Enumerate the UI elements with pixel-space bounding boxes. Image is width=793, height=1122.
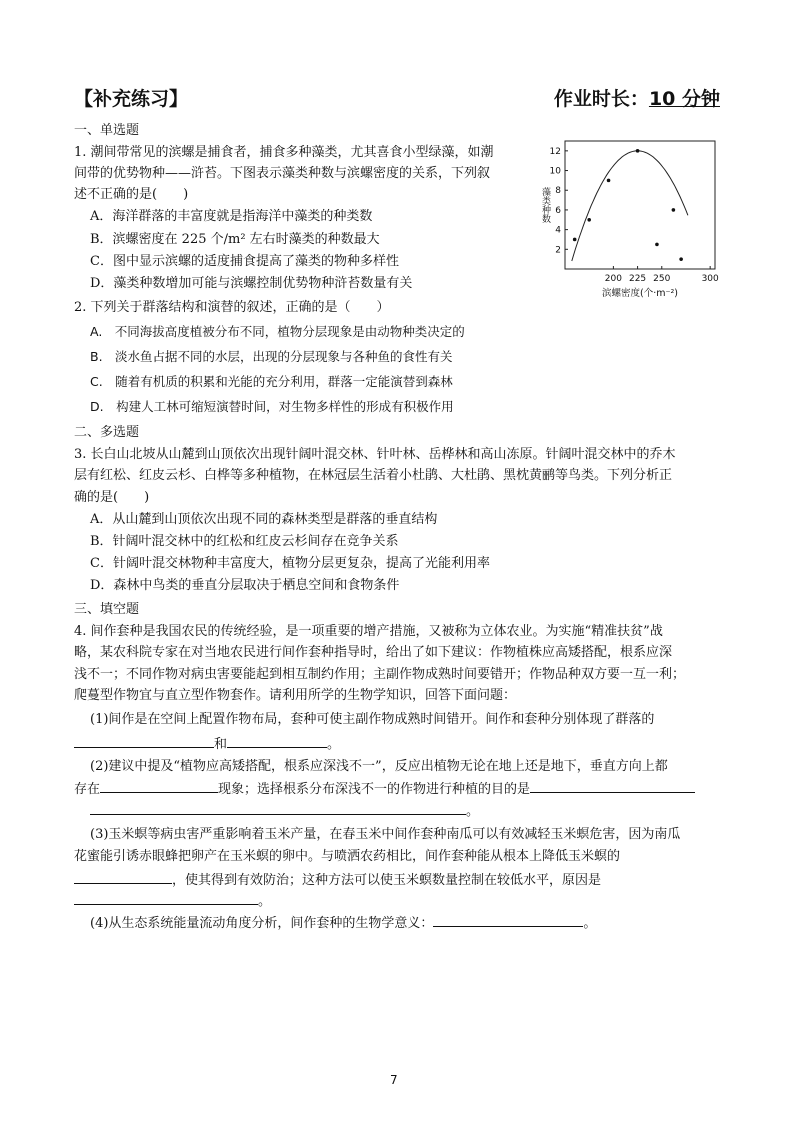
data-point [573,238,577,242]
q3-option-d: D．森林中鸟类的垂直分层取决于栖息空间和食物条件 [90,578,400,593]
answer-blank-8[interactable] [433,912,583,927]
answer-blank-2[interactable] [227,733,327,748]
section-fill-blank: 三、填空题 [74,602,140,617]
q4-part2-line3: 。 [90,800,479,822]
plot-frame [565,141,715,269]
answer-blank-1[interactable] [74,733,214,748]
data-point [655,243,659,247]
duration-label: 作业时长： [553,88,649,110]
x-axis-label: 滨螺密度(个·m⁻²) [601,288,679,299]
data-point [607,179,611,183]
q2-option-d: D. 构建人工林可缩短演替时间，对生物多样性的形成有积极作用 [90,399,454,414]
q4-part3-line2: 花蜜能引诱赤眼蜂把卵产在玉米螟的卵中。与喷洒农药相比，间作套种能从根本上降低玉米螟的 [74,849,621,864]
y-tick-label: 12 [549,146,561,157]
q4-part3-line1: (3)玉米螟等病虫害严重影响着玉米产量，在春玉米中间作套种南瓜可以有效减轻玉米螟危害，因为南瓜 [90,827,681,842]
y-axis-label: 藻类种数 [540,187,550,223]
fitted-curve [572,151,688,261]
q1-option-c: C．图中显示滨螺的适度捕食提高了藻类的物种多样性 [90,254,399,269]
x-tick-label: 200 [604,274,622,284]
homework-duration [554,84,720,111]
q1-option-d: D．藻类种数增加可能与滨螺控制优势物种浒苔数量有关 [90,276,413,291]
q4-stem-line1: 4. 间作套种是我国农民的传统经验，是一项重要的增产措施，又被称为立体农业。为实施“精准扶贫”战 [74,624,663,639]
x-tick-label: 225 [628,274,647,284]
q1-stem-line1: 1. 潮间带常见的滨螺是捕食者，捕食多种藻类，尤其喜食小型绿藻，如潮 [74,145,494,160]
q3-option-a: A．从山麓到山顶依次出现不同的森林类型是群落的垂直结构 [90,512,438,527]
q3-option-c: C．针阔叶混交林物种丰富度大，植物分层更复杂，提高了光能利用率 [90,556,490,571]
x-tick-label: 300 [701,274,719,284]
q3-stem-line3: 确的是( ) [74,490,150,505]
answer-blank-4[interactable] [530,778,695,793]
q2-option-c: C. 随着有机质的积累和光能的充分利用，群落一定能演替到森林 [90,374,453,389]
answer-blank-5[interactable] [90,800,466,815]
exercise-title: 【补充练习】 [74,88,189,110]
answer-blank-6[interactable] [74,869,172,884]
q4-part2-line2: 存在 现象；选择根系分布深浅不一的作物进行种植的目的是 [74,778,695,800]
q1-stem-line2: 间带的优势物种——浒苔。下图表示藻类种数与滨螺密度的关系，下列叙 [74,166,491,181]
data-point [587,218,591,222]
answer-blank-7[interactable] [74,890,258,905]
q4-stem-line3: 浅不一；不同作物对病虫害要能起到相互制约作用；主副作物成熟时间要错开；作物品种双方要一互一利； [74,667,686,682]
header [74,84,720,114]
y-tick-label: 8 [555,186,561,197]
section-single-choice: 一、单选题 [74,123,140,138]
q4-part3-line4: 。 [74,890,271,912]
q4-part1-line2: 和 。 [74,733,340,755]
duration-value: 10 分钟 [648,88,720,110]
q1-option-a: A．海洋群落的丰富度就是指海洋中藻类的种类数 [90,209,373,224]
data-point [672,208,676,212]
q2-stem: 2. 下列关于群落结构和演替的叙述，正确的是（ ） [74,300,390,315]
y-tick-label: 2 [555,245,561,256]
q3-option-b: B．针阔叶混交林中的红松和红皮云杉间存在竞争关系 [90,534,399,549]
section-multiple-choice: 二、多选题 [74,425,140,440]
q4-part1-line1: (1)间作是在空间上配置作物布局，套种可使主副作物成熟时间错开。间作和套种分别体现了群落的 [90,712,655,727]
q3-stem-line1: 3. 长白山北坡从山麓到山顶依次出现针阔叶混交林、针叶林、岳桦林和高山冻原。针阔叶混交林中的乔木 [74,447,676,462]
q4-part3-line3: ，使其得到有效防治；这种方法可以使玉米螟数量控制在较低水平，原因是 [74,869,601,891]
q4-part4: (4)从生态系统能量流动角度分析，间作套种的生物学意义： 。 [90,912,596,934]
q3-stem-line2: 层有红松、红皮云杉、白桦等多种植物，在林冠层生活着小杜鹃、大杜鹃、黑枕黄鹂等鸟类。下列分析正 [74,468,673,483]
q1-option-b: B．滨螺密度在 225 个/m² 左右时藻类的种数最大 [90,232,380,247]
q4-stem-line2: 略，某农科院专家在对当地农民进行间作套种指导时，给出了如下建议：作物植株应高矮搭配，根系应深 [74,645,673,660]
data-point [636,149,640,153]
page-number: 7 [390,1073,398,1087]
answer-blank-3[interactable] [100,778,218,793]
y-tick-label: 10 [549,166,561,177]
q2-option-a: A. 不同海拔高度植被分布不同，植物分层现象是由动物种类决定的 [90,324,465,339]
q4-stem-line4: 爬蔓型作物宜与直立型作物套作。请利用所学的生物学知识，回答下面问题： [74,688,517,703]
y-tick-label: 4 [555,225,561,236]
y-tick-label: 6 [555,205,561,216]
x-tick-label: 250 [653,274,671,284]
algae-snail-chart [535,135,719,305]
q4-part2-line1: (2)建议中提及“植物应高矮搭配，根系应深浅不一”，反应出植物无论在地上还是地下，垂直方向上都 [90,759,668,774]
data-point [679,257,683,261]
q2-option-b: B. 淡水鱼占据不同的水层，出现的分层现象与各种鱼的食性有关 [90,349,453,364]
q1-stem-line3: 述不正确的是( ) [74,187,189,202]
